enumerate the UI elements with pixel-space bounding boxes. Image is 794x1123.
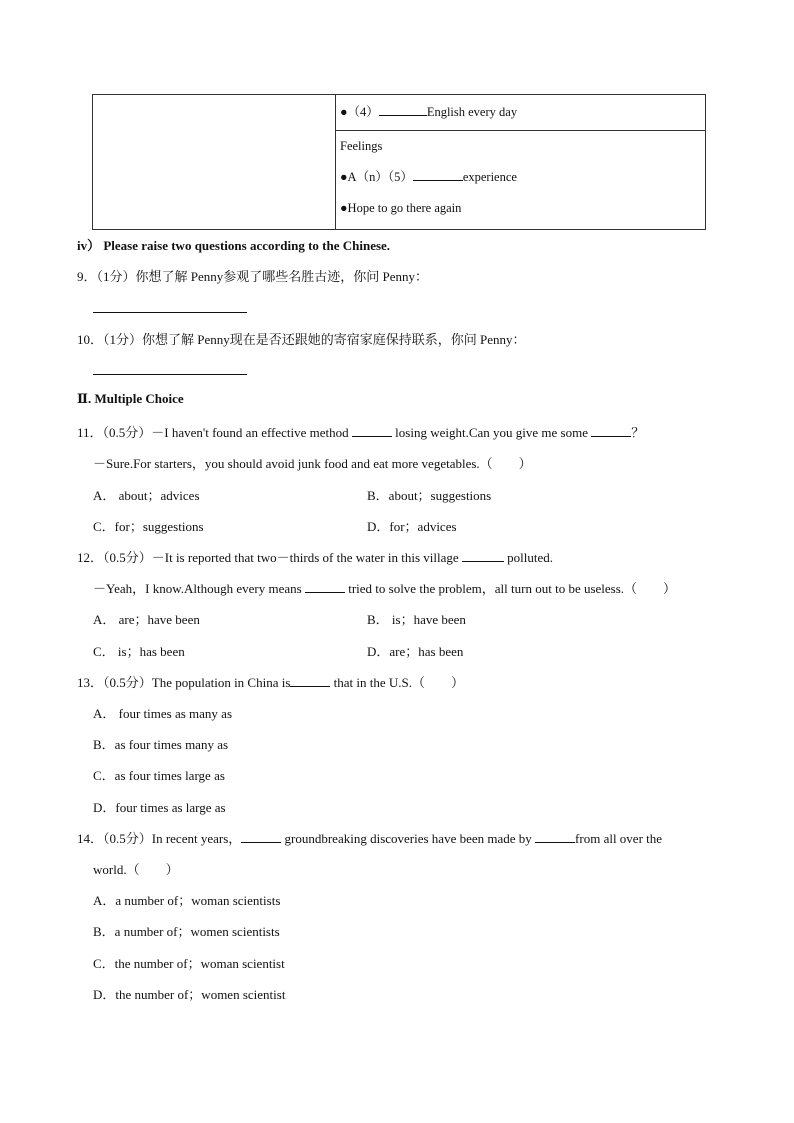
q12-option-b[interactable]: B． is；have been [367, 612, 466, 627]
q11-blank-2[interactable] [591, 425, 631, 437]
q12-option-a[interactable]: A． are；have been [93, 612, 200, 627]
question-13 [77, 672, 464, 691]
notes-table [92, 94, 706, 230]
question-10: 10．（1分）你想了解 Penny现在是否还跟她的寄宿家庭保持联系，你问 Penny： [77, 332, 526, 347]
q12-blank-1[interactable] [462, 550, 504, 562]
q11-text-a: 11．（0.5分）－I haven't found an effective method [77, 425, 349, 440]
section-iv-heading: iv） Please raise two questions according to the Chinese. [77, 238, 391, 253]
notes-table-left-cell [93, 95, 336, 230]
q13-text-a: 13．（0.5分）The population in China is [77, 675, 291, 690]
q11-line-2: －Sure.For starters，you should avoid junk food and eat more vegetables.（ ） [93, 456, 532, 471]
q13-option-b[interactable]: B．as four times many as [93, 737, 229, 752]
q14-text-c: from all over the [575, 831, 663, 846]
q12-text-a: 12．（0.5分）－It is reported that two－thirds of the water in this village [77, 550, 459, 565]
q12-option-d[interactable]: D．are；has been [367, 644, 464, 659]
row4-label: ●（4） [340, 105, 379, 119]
feelings-heading: Feelings [340, 139, 383, 153]
q14-option-a[interactable]: A．a number of；woman scientists [93, 893, 281, 908]
q14-blank-1[interactable] [241, 831, 281, 843]
question-12 [77, 547, 553, 566]
question-11 [77, 422, 644, 441]
q13-option-c[interactable]: C．as four times large as [93, 768, 225, 783]
q13-option-a[interactable]: A． four times as many as [93, 706, 233, 721]
q14-line-2: world.（ ） [93, 862, 179, 877]
answer-line-10[interactable] [93, 374, 247, 375]
q14-text-b: groundbreaking discoveries have been made by [284, 831, 532, 846]
q14-text-a: 14．（0.5分）In recent years， [77, 831, 242, 846]
q14-blank-2[interactable] [535, 831, 575, 843]
blank-4[interactable] [379, 104, 427, 116]
q11-option-b[interactable]: B．about；suggestions [367, 488, 492, 503]
q12-option-c[interactable]: C． is；has been [93, 644, 185, 659]
q11-blank-1[interactable] [352, 425, 392, 437]
q14-option-d[interactable]: D．the number of；women scientist [93, 987, 286, 1002]
row4-text: English every day [426, 105, 518, 119]
q12-text-d: tried to solve the problem，all turn out to be useless.（ ） [348, 581, 677, 596]
q11-option-a[interactable]: A． about；advices [93, 488, 200, 503]
q11-text-b: losing weight.Can you give me some [395, 425, 588, 440]
q14-option-c[interactable]: C．the number of；woman scientist [93, 956, 285, 971]
q13-option-d[interactable]: D．four times as large as [93, 800, 226, 815]
question-14 [77, 828, 662, 847]
notes-table-row-4 [336, 95, 706, 131]
section-ii-heading: Ⅱ. Multiple Choice [77, 391, 184, 406]
q12-line-2 [93, 578, 676, 597]
question-9: 9．（1分）你想了解 Penny参观了哪些名胜古迹，你问 Penny： [77, 269, 429, 284]
notes-table-feelings-cell [336, 131, 706, 230]
q12-text-b: polluted. [507, 550, 553, 565]
q11-text-c: ？ [631, 425, 645, 440]
feel1-label: ●A（n）（5） [340, 170, 413, 184]
q12-text-c: －Yeah，I know.Although every means [93, 581, 302, 596]
q13-blank-1[interactable] [290, 675, 330, 687]
q11-option-c[interactable]: C．for；suggestions [93, 519, 204, 534]
q13-text-b: that in the U.S.（ ） [333, 675, 465, 690]
q11-option-d[interactable]: D．for；advices [367, 519, 457, 534]
q12-blank-2[interactable] [305, 581, 345, 593]
answer-line-9[interactable] [93, 312, 247, 313]
feel2-text: ●Hope to go there again [340, 201, 462, 215]
blank-5[interactable] [413, 169, 463, 181]
feel1-text: experience [462, 170, 517, 184]
q14-option-b[interactable]: B．a number of；women scientists [93, 924, 280, 939]
